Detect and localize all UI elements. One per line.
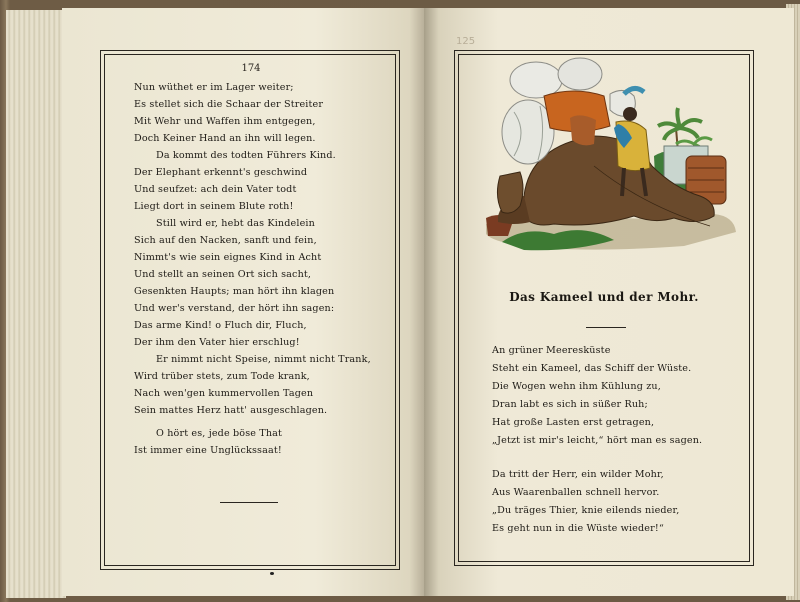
- face: [623, 107, 637, 121]
- poem-line: Still wird er, hebt das Kindelein: [156, 218, 315, 229]
- poem-line: Nun wüthet er im Lager weiter;: [134, 82, 294, 93]
- poem-line: Wird trüber stets, zum Tode krank,: [134, 371, 310, 382]
- poem-line: Sein mattes Herz hatt' ausgeschlagen.: [134, 405, 328, 416]
- poem-line: Der Elephant erkennt's geschwind: [134, 167, 308, 178]
- pencil-page-number: 125: [456, 36, 476, 47]
- poem-title: Das Kameel und der Mohr.: [509, 290, 699, 304]
- poem-line: Und seufzet: ach dein Vater todt: [134, 184, 297, 195]
- title-rule: [586, 327, 626, 328]
- poem-line: Doch Keiner Hand an ihn will legen.: [134, 133, 316, 144]
- poem-line: Und stellt an seinen Ort sich sacht,: [134, 269, 312, 280]
- camel-neck: [497, 172, 523, 213]
- poem-line: O hört es, jede böse That: [156, 428, 283, 439]
- poem-line: Sich auf den Nacken, sanft und fein,: [134, 235, 317, 246]
- poem-line: Der ihm den Vater hier erschlug!: [134, 337, 300, 348]
- poem-line: Hat große Lasten erst getragen,: [492, 417, 655, 428]
- poem-line: Und wer's verstand, der hört ihn sagen:: [134, 303, 335, 314]
- poem-line: Er nimmt nicht Speise, nimmt nicht Trank,: [156, 354, 371, 365]
- poem-line: Mit Wehr und Waffen ihm entgegen,: [134, 116, 316, 127]
- poem-line: „Jetzt ist mir's leicht,“ hört man es sagen.: [492, 435, 703, 446]
- poem-line: Steht ein Kameel, das Schiff der Wüste.: [492, 363, 692, 374]
- bale: [558, 58, 602, 90]
- poem-line: Gesenkten Haupts; man hört ihn klagen: [134, 286, 335, 297]
- poem-line: Es geht nun in die Wüste wieder!“: [492, 523, 664, 534]
- turban-band: [624, 88, 644, 94]
- end-rule: [220, 502, 278, 503]
- poem-line: Da tritt der Herr, ein wilder Mohr,: [492, 469, 664, 480]
- page-stack-left: [6, 10, 66, 598]
- saddle: [570, 115, 596, 145]
- poem-line: An grüner Meeresküste: [492, 345, 611, 356]
- poem-line: Nimmt's wie sein eignes Kind in Acht: [134, 252, 322, 263]
- poem-line: Nach wen'gen kummervollen Tagen: [134, 388, 314, 399]
- signature-mark: [270, 572, 274, 575]
- palm-leaves: [658, 108, 702, 140]
- page-number: 174: [241, 63, 261, 74]
- camel-illustration: [484, 56, 738, 256]
- poem-line: Es stellet sich die Schaar der Streiter: [134, 99, 324, 110]
- poem-line: Aus Waarenballen schnell hervor.: [492, 487, 660, 498]
- bale: [510, 62, 562, 98]
- poem-line: Das arme Kind! o Fluch dir, Fluch,: [134, 320, 307, 331]
- poem-line: Dran labt es sich in süßer Ruh;: [492, 399, 648, 410]
- poem-line: „Du träges Thier, knie eilends nieder,: [492, 505, 680, 516]
- poem-line: Liegt dort in seinem Blute roth!: [134, 201, 294, 212]
- poem-line: Ist immer eine Unglückssaat!: [134, 445, 282, 456]
- poem-line: Da kommt des todten Führers Kind.: [156, 150, 336, 161]
- poem-line: Die Wogen wehn ihm Kühlung zu,: [492, 381, 661, 392]
